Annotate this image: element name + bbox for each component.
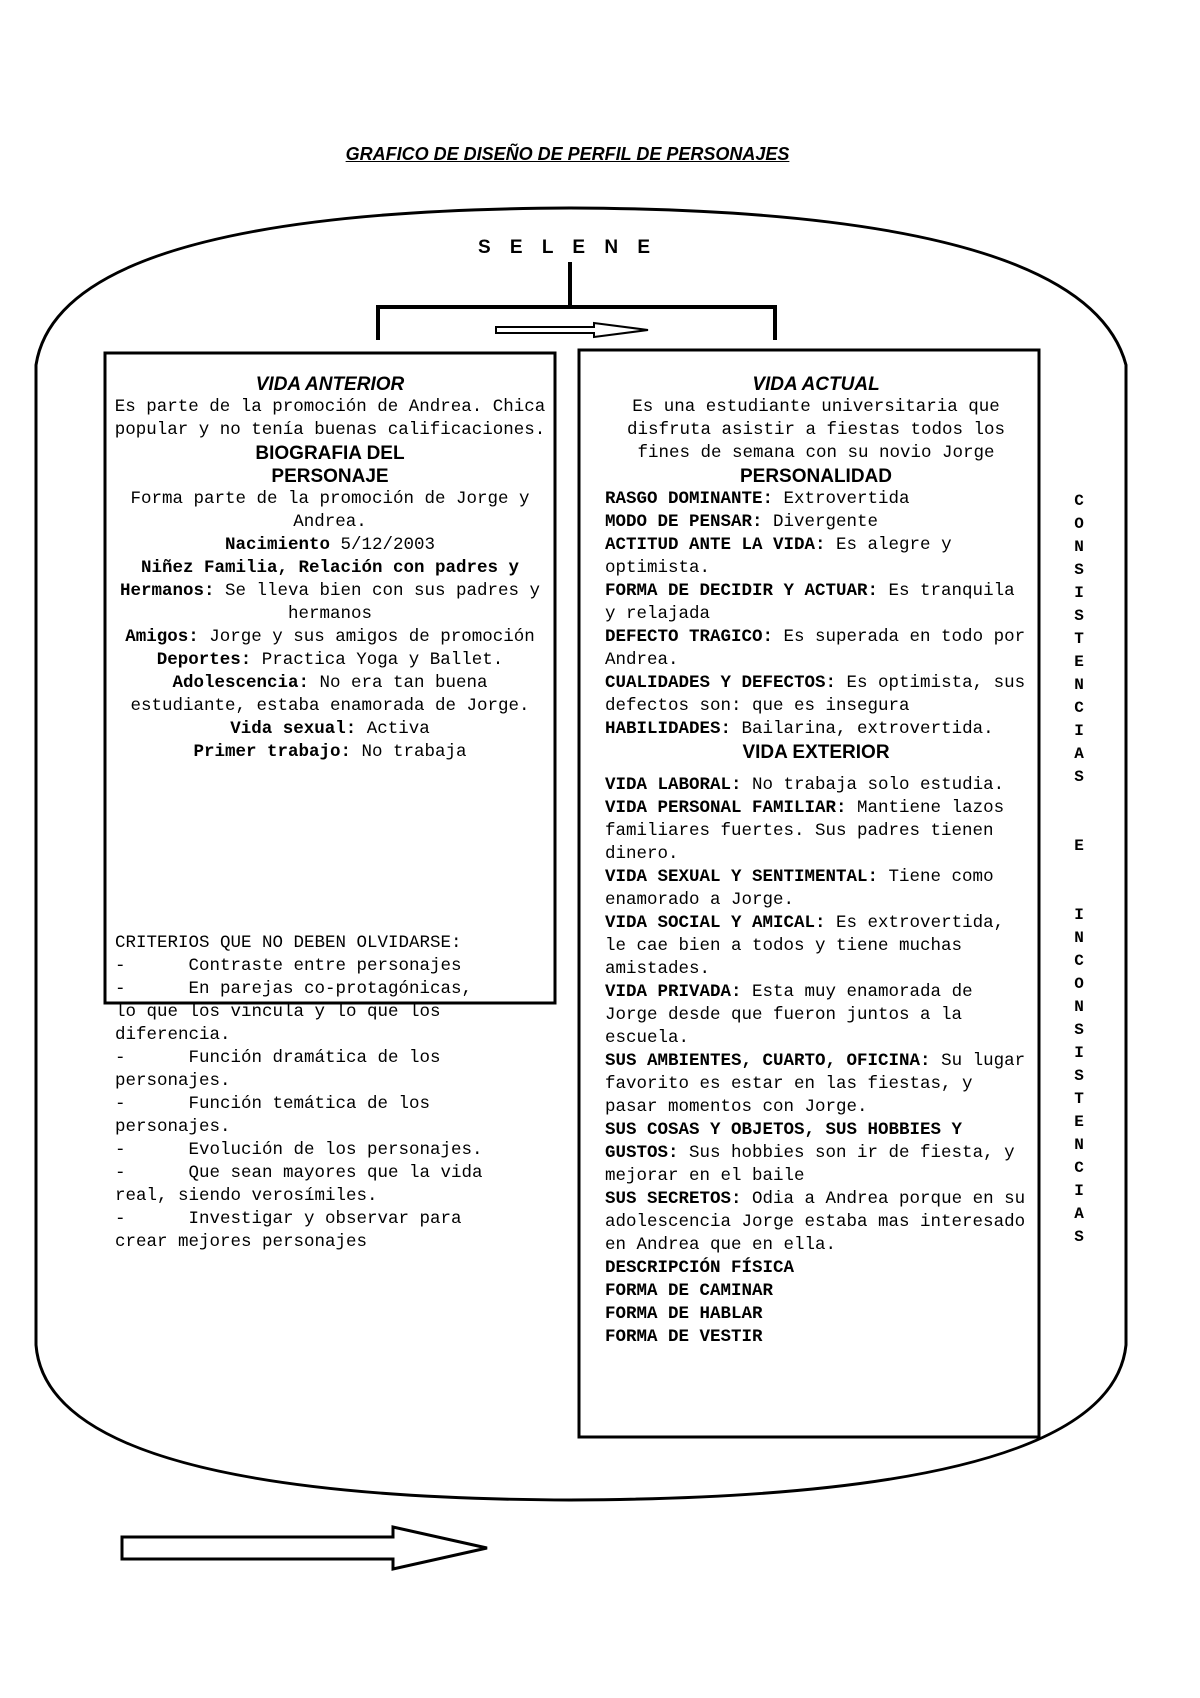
vertical-letter: S [1074,607,1084,625]
descripcion-fisica-item: DESCRIPCIÓN FÍSICA [605,1258,795,1278]
vertical-letter: E [1074,1113,1084,1131]
biografia-item [112,534,548,557]
vida-exterior-item [605,981,1027,1050]
right-box [605,373,1027,1349]
personalidad-item [605,626,1027,672]
small-right-arrow [496,323,648,337]
criteria-section [115,932,560,1254]
vida-exterior-value: Sus hobbies son ir de fiesta, y mejorar en el baile [605,1143,1015,1186]
vida-exterior-label: VIDA SOCIAL Y AMICAL: [605,913,826,933]
biografia-item [112,580,548,626]
vertical-letter: I [1074,1182,1084,1200]
biografia-label: Vida sexual: [230,719,357,739]
descripcion-fisica-list [605,1257,1027,1349]
biografia-value: Se lleva bien con sus padres y hermanos [214,581,541,624]
vertical-letter: S [1074,1067,1084,1085]
vida-exterior-item [605,866,1027,912]
vertical-letter: I [1074,1044,1084,1062]
vertical-letter: A [1074,745,1084,763]
biografia-heading-line2: PERSONAJE [271,466,389,487]
vertical-letter: O [1074,975,1084,993]
biografia-value: No era tan buena estudiante, estaba enamorada de Jorge. [130,673,530,716]
criteria-item: - En parejas co-protagónicas, [115,979,473,999]
biografia-label: Hermanos: [119,581,215,601]
biografia-item [112,672,548,718]
vertical-letter: C [1074,1159,1084,1177]
personalidad-value: Es tranquila y relajada [605,581,1015,624]
biografia-heading-line1: BIOGRAFIA DEL [255,443,405,464]
vertical-letter: N [1074,998,1084,1016]
vida-exterior-item [605,797,1027,866]
page-title: GRAFICO DE DISEÑO DE PERFIL DE PERSONAJES [345,144,790,164]
biografia-label: Adolescencia: [172,673,309,693]
vida-anterior-text: Es parte de la promoción de Andrea. Chica popular y no tenía buenas calificaciones. [114,397,546,440]
vida-exterior-label: VIDA LABORAL: [605,775,742,795]
personalidad-list [605,488,1027,741]
vertical-letter: C [1074,952,1084,970]
vida-exterior-value: Esta muy enamorada de Jorge desde que fueron juntos a la escuela. [605,982,973,1048]
criteria-item: - Evolución de los personajes. [115,1140,483,1160]
vida-exterior-value: Odia a Andrea porque en su adolescencia Jorge estaba mas interesado en Andrea que en ella. [605,1189,1026,1255]
personalidad-label: HABILIDADES: [605,719,732,739]
personalidad-label: ACTITUD ANTE LA VIDA: [605,535,826,555]
criteria-item: - Función dramática de los [115,1048,441,1068]
personalidad-label: MODO DE PENSAR: [605,512,763,532]
vida-exterior-value: Su lugar favorito es estar en las fiestas, y pasar momentos con Jorge. [605,1051,1026,1117]
biografia-item [112,741,548,764]
vertical-letter: T [1074,1090,1084,1108]
criteria-item: - Función temática de los [115,1094,431,1114]
criteria-heading: CRITERIOS QUE NO DEBEN OLVIDARSE: [115,933,462,953]
personalidad-value: Divergente [762,512,879,532]
vertical-letter: N [1074,538,1084,556]
vertical-letter: I [1074,722,1084,740]
vertical-letter: C [1074,699,1084,717]
criteria-item-continuation: lo que los vincula y lo que los diferencia. [115,1002,441,1045]
biografia-value: Activa [356,719,430,739]
left-box [112,373,548,764]
biografia-label: Deportes: [156,650,252,670]
vida-exterior-label: VIDA PERSONAL FAMILIAR: [605,798,847,818]
vida-exterior-label: SUS AMBIENTES, CUARTO, OFICINA: [605,1051,931,1071]
vertical-word-3-letters [1069,904,1089,1249]
criteria-item-continuation: real, siendo verosímiles. [115,1186,378,1206]
biografia-item [112,718,548,741]
vertical-letter: E [1074,837,1084,855]
vertical-letter: O [1074,515,1084,533]
vertical-letter: S [1074,1228,1084,1246]
descripcion-fisica-item: FORMA DE HABLAR [605,1304,763,1324]
vida-exterior-label: SUS COSAS Y OBJETOS, SUS HOBBIES Y GUSTOS: [605,1120,963,1163]
vida-exterior-value: Mantiene lazos familiares fuertes. Sus padres tienen dinero. [605,798,1005,864]
biografia-items [112,534,548,764]
personalidad-label: FORMA DE DECIDIR Y ACTUAR: [605,581,879,601]
vertical-letter: A [1074,1205,1084,1223]
vertical-letter: N [1074,929,1084,947]
biografia-label: Nacimiento [224,535,330,555]
personalidad-label: CUALIDADES Y DEFECTOS: [605,673,837,693]
vertical-letter: S [1074,561,1084,579]
criteria-item: - Contraste entre personajes [115,956,462,976]
vertical-letter: S [1074,1021,1084,1039]
personalidad-item [605,488,1027,511]
vertical-letter: I [1074,584,1084,602]
vertical-letter: C [1074,492,1084,510]
biografia-value: Jorge y sus amigos de promoción [198,627,535,647]
personalidad-item [605,672,1027,718]
biografia-item [112,626,548,649]
personalidad-value: Es optimista, sus defectos son: que es insegura [605,673,1026,716]
vida-exterior-item [605,912,1027,981]
vida-exterior-value: Es extrovertida, le cae bien a todos y tiene muchas amistades. [605,913,1005,979]
vida-exterior-heading: VIDA EXTERIOR [742,742,890,763]
vida-actual-text: Es una estudiante universitaria que disfruta asistir a fiestas todos los fines de semana con su novio Jorge [626,397,1006,463]
vida-exterior-label: SUS SECRETOS: [605,1189,742,1209]
biografia-value: 5/12/2003 [330,535,436,555]
biografia-value: Practica Yoga y Ballet. [251,650,504,670]
vida-exterior-value: Tiene como enamorado a Jorge. [605,867,994,910]
vida-exterior-item [605,1050,1027,1119]
biografia-label: Primer trabajo: [193,742,351,762]
vida-exterior-item [605,774,1027,797]
criteria-item-continuation: crear mejores personajes [115,1232,368,1252]
personalidad-label: RASGO DOMINANTE: [605,489,774,509]
criteria-list [115,955,560,1254]
personalidad-value: Bailarina, extrovertida. [731,719,994,739]
personalidad-heading: PERSONALIDAD [739,466,892,487]
personalidad-value: Extrovertida [773,489,910,509]
vertical-word-2-letters [1069,835,1089,858]
biografia-text: Forma parte de la promoción de Jorge y Andrea. [130,489,530,532]
vertical-letter: N [1074,1136,1084,1154]
personalidad-item [605,718,1027,741]
vida-anterior-heading: VIDA ANTERIOR [255,374,405,395]
descripcion-fisica-item: FORMA DE CAMINAR [605,1281,774,1301]
biografia-label: Niñez Familia, Relación con padres y [140,558,520,578]
vertical-letter: S [1074,768,1084,786]
descripcion-fisica-item: FORMA DE VESTIR [605,1327,763,1347]
character-name: S E L E N E [477,237,658,258]
criteria-item-continuation: personajes. [115,1117,231,1137]
biografia-value: No trabaja [351,742,467,762]
vertical-word-1-letters [1069,490,1089,789]
personalidad-label: DEFECTO TRAGICO: [605,627,774,647]
vida-exterior-label: VIDA SEXUAL Y SENTIMENTAL: [605,867,879,887]
vertical-consistencias [1069,490,1089,1249]
vida-exterior-item [605,1119,1027,1188]
vertical-letter: T [1074,630,1084,648]
personalidad-item [605,534,1027,580]
vertical-letter: I [1074,906,1084,924]
vertical-letter: N [1074,676,1084,694]
vida-exterior-label: VIDA PRIVADA: [605,982,742,1002]
personalidad-value: Es superada en todo por Andrea. [605,627,1026,670]
personalidad-value: Es alegre y optimista. [605,535,952,578]
biografia-item [112,649,548,672]
large-right-arrow [122,1527,487,1569]
vida-actual-heading: VIDA ACTUAL [752,374,880,395]
vida-exterior-list [605,774,1027,1257]
personalidad-item [605,511,1027,534]
biografia-label: Amigos: [125,627,199,647]
vertical-letter: E [1074,653,1084,671]
criteria-item: - Investigar y observar para [115,1209,462,1229]
vida-exterior-value: No trabaja solo estudia. [741,775,1005,795]
personalidad-item [605,580,1027,626]
vida-exterior-item [605,1188,1027,1257]
biografia-item [112,557,548,580]
criteria-item: - Que sean mayores que la vida [115,1163,483,1183]
criteria-item-continuation: personajes. [115,1071,231,1091]
